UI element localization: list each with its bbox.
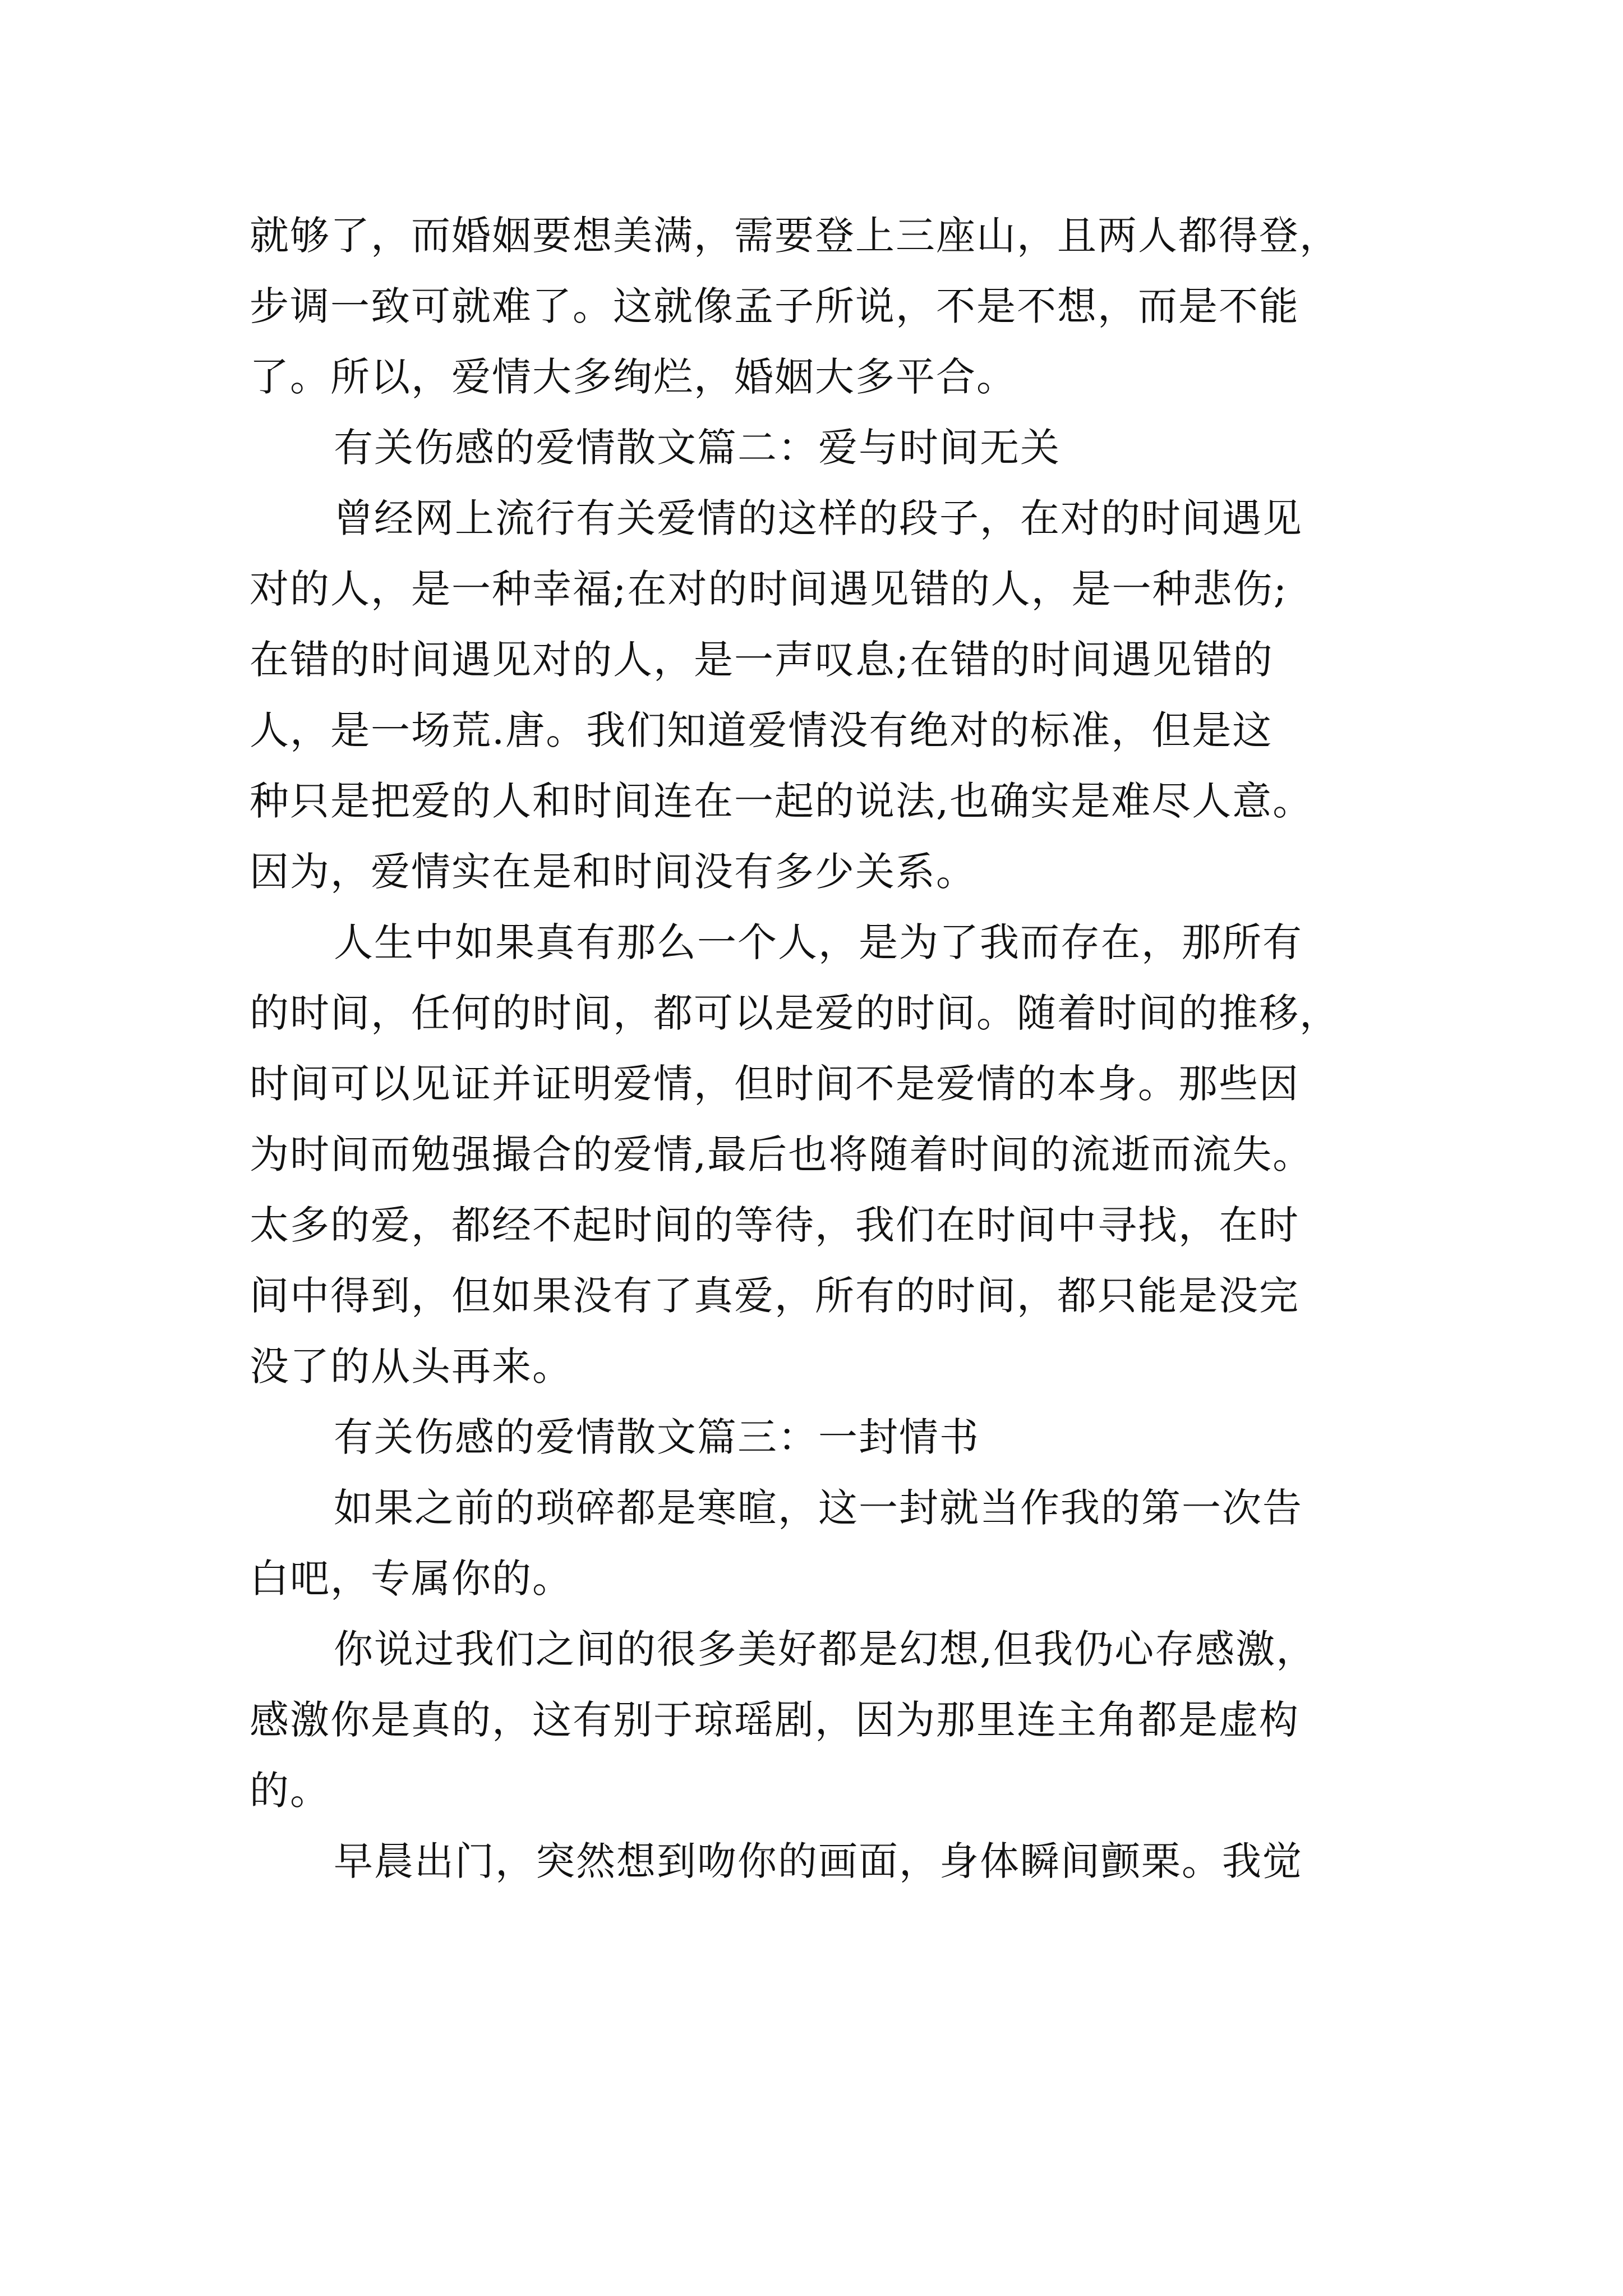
text-line-11: 人生中如果真有那么一个人，是为了我而存在，那所有 — [334, 919, 1303, 965]
text-line-1: 就够了，而婚姻要想美满，需要登上三座山，且两人都得登， — [250, 213, 1340, 259]
text-line-19: 如果之前的琐碎都是寒暄，这一封就当作我的第一次告 — [334, 1485, 1303, 1531]
text-line-14: 为时间而勉强撮合的爱情,最后也将随着时间的流逝而流失。 — [250, 1131, 1313, 1177]
text-line-21: 你说过我们之间的很多美好都是幻想,但我仍心存感激， — [334, 1626, 1317, 1672]
text-line-8: 人，是一场荒.唐。我们知道爱情没有绝对的标准，但是这 — [250, 707, 1273, 753]
text-line-22: 感激你是真的，这有别于琼瑶剧，因为那里连主角都是虚构 — [250, 1697, 1299, 1743]
text-line-24: 早晨出门，突然想到吻你的画面，身体瞬间颤栗。我觉 — [334, 1838, 1303, 1884]
text-line-12: 的时间，任何的时间，都可以是爱的时间。随着时间的推移， — [250, 990, 1340, 1036]
text-line-16: 间中得到，但如果没有了真爱，所有的时间，都只能是没完 — [250, 1273, 1299, 1319]
text-line-10: 因为，爱情实在是和时间没有多少关系。 — [250, 849, 976, 895]
text-line-15: 太多的爱，都经不起时间的等待，我们在时间中寻找，在时 — [250, 1202, 1299, 1248]
text-line-17: 没了的从头再来。 — [250, 1343, 573, 1389]
text-line-20: 白吧，专属你的。 — [250, 1556, 573, 1602]
section-heading-2: 有关伤感的爱情散文篇二：爱与时间无关 — [334, 425, 1061, 471]
text-line-2: 步调一致可就难了。这就像孟子所说，不是不想，而是不能 — [250, 283, 1299, 329]
text-line-23: 的。 — [250, 1768, 330, 1814]
section-heading-3: 有关伤感的爱情散文篇三：一封情书 — [334, 1414, 980, 1460]
text-line-5: 曾经网上流行有关爱情的这样的段子，在对的时间遇见 — [334, 495, 1303, 541]
text-line-13: 时间可以见证并证明爱情，但时间不是爱情的本身。那些因 — [250, 1061, 1299, 1107]
text-line-9: 种只是把爱的人和时间连在一起的说法,也确实是难尽人意。 — [250, 778, 1313, 824]
text-line-3: 了。所以，爱情大多绚烂，婚姻大多平合。 — [250, 354, 1017, 400]
text-line-6: 对的人，是一种幸福;在对的时间遇见错的人，是一种悲伤; — [250, 566, 1288, 612]
text-line-7: 在错的时间遇见对的人，是一声叹息;在错的时间遇见错的 — [250, 637, 1274, 683]
